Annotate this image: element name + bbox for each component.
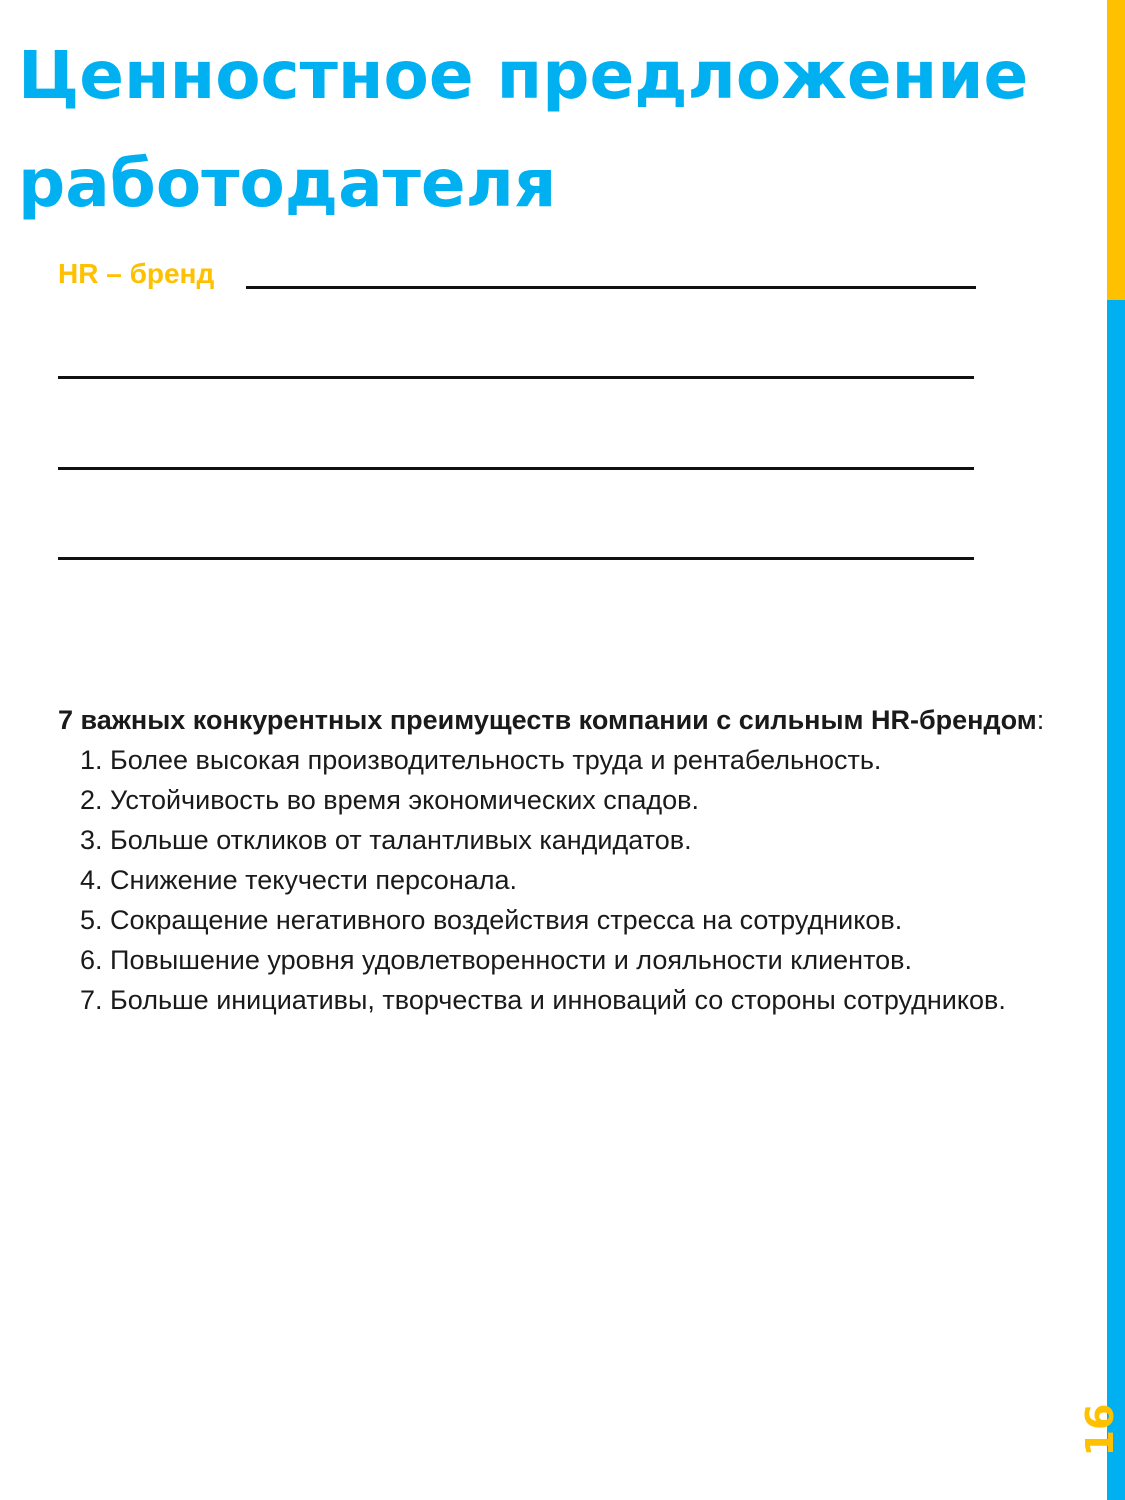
list-item-text: Устойчивость во время экономических спадов. (110, 785, 700, 815)
list-item-number: 5. (80, 905, 103, 935)
list-item-number: 6. (80, 945, 103, 975)
list-item (58, 860, 1058, 900)
list-item-text: Более высокая производительность труда и рентабельность. (110, 745, 882, 775)
page-title-line-2: работодателя (18, 145, 557, 222)
side-accent-bar-blue (1107, 300, 1125, 1500)
benefits-section (58, 700, 1058, 1020)
list-item (58, 820, 1058, 860)
list-item-text: Сокращение негативного воздействия стресса на сотрудников. (110, 905, 903, 935)
benefits-heading-colon: : (1036, 705, 1045, 735)
list-item-text: Повышение уровня удовлетворенности и лояльности клиентов. (110, 945, 913, 975)
list-item (58, 900, 1058, 940)
page-title-line-1: Ценностное предложение (18, 37, 1029, 114)
benefits-list (58, 740, 1058, 1020)
list-item-number: 2. (80, 785, 103, 815)
list-item (58, 940, 1058, 980)
benefits-heading-text: 7 важных конкурентных преимуществ компании с сильным HR-брендом (58, 705, 1037, 735)
fill-in-line-4 (58, 557, 974, 560)
benefits-heading (58, 700, 1058, 740)
page-number: 16 (1078, 1403, 1122, 1457)
side-accent-bar-yellow (1107, 0, 1125, 300)
list-item (58, 980, 1058, 1020)
list-item-number: 4. (80, 865, 103, 895)
hr-brand-label: HR – бренд (58, 258, 215, 289)
list-item-number: 7. (80, 985, 103, 1015)
list-item-text: Больше инициативы, творчества и инноваций со стороны сотрудников. (110, 985, 1006, 1015)
list-item-number: 1. (80, 745, 103, 775)
list-item-text: Снижение текучести персонала. (110, 865, 518, 895)
list-item-text: Больше откликов от талантливых кандидатов. (110, 825, 692, 855)
fill-in-line-1 (246, 286, 976, 289)
list-item-number: 3. (80, 825, 103, 855)
list-item (58, 780, 1058, 820)
fill-in-line-3 (58, 467, 974, 470)
page-title (18, 22, 1098, 238)
list-item (58, 740, 1058, 780)
fill-in-line-2 (58, 376, 974, 379)
